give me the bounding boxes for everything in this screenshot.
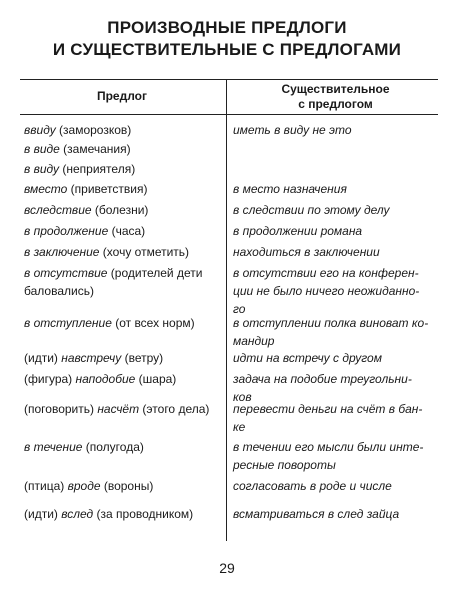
context-text: (замечания) xyxy=(59,142,131,156)
preposition-text: в виде xyxy=(24,142,60,156)
preposition-text: ке xyxy=(233,420,246,434)
row-15-preposition xyxy=(24,505,220,523)
row-9-noun-phrase xyxy=(233,314,438,332)
row-7-noun-phrase xyxy=(233,243,438,261)
context-text: (за проводником) xyxy=(93,507,194,521)
header-noun-line-1: Существительное xyxy=(281,82,390,96)
row-13-noun-phrase xyxy=(233,438,438,456)
context-text: (заморозков) xyxy=(55,123,132,137)
preposition-text: ресные повороты xyxy=(233,458,336,472)
row-8-noun-phrase-cont xyxy=(233,282,438,300)
row-3-preposition xyxy=(24,160,220,178)
row-1-preposition xyxy=(24,121,220,139)
preposition-text: в место назначения xyxy=(233,182,347,196)
row-11-preposition xyxy=(24,370,220,388)
context-text: (ветру) xyxy=(121,351,164,365)
row-6-noun-phrase xyxy=(233,222,438,240)
preposition-text: наподобие xyxy=(75,372,136,386)
context-text: (болезни) xyxy=(91,203,149,217)
preposition-text: всматриваться в след зайца xyxy=(233,507,400,521)
preposition-text: в заключение xyxy=(24,245,100,259)
preposition-text: в продолжение xyxy=(24,224,109,238)
context-text: (неприятеля) xyxy=(59,162,136,176)
context-text: (приветствия) xyxy=(67,182,148,196)
preposition-text: ввиду xyxy=(24,123,56,137)
context-text: (от всех норм) xyxy=(111,316,195,330)
preposition-text: в следствии по этому делу xyxy=(233,203,390,217)
preposition-text: мандир xyxy=(233,334,275,348)
preposition-text: в отступление xyxy=(24,316,112,330)
preposition-text: согласовать в роде и числе xyxy=(233,479,392,493)
row-4-preposition xyxy=(24,180,220,198)
row-8-preposition-cont xyxy=(24,282,220,300)
context-text: (полугода) xyxy=(82,440,144,454)
row-8-preposition xyxy=(24,264,220,282)
context-text: (вороны) xyxy=(100,479,154,493)
preposition-text: ков xyxy=(233,390,252,404)
row-1-noun-phrase xyxy=(233,121,438,139)
row-12-noun-phrase-cont xyxy=(233,418,438,436)
preposition-text: в течении его мысли были инте- xyxy=(233,440,424,454)
row-6-preposition xyxy=(24,222,220,240)
page-number: 29 xyxy=(219,560,235,576)
preposition-text: го xyxy=(233,302,246,316)
row-5-noun-phrase xyxy=(233,201,438,219)
preposition-text: в течение xyxy=(24,440,83,454)
context-text: (идти) xyxy=(24,351,62,365)
context-text: (идти) xyxy=(24,507,62,521)
context-text: баловались) xyxy=(24,284,94,298)
table-header-rule xyxy=(20,114,438,115)
preposition-text: в отсутствие xyxy=(24,266,108,280)
preposition-text: в виду xyxy=(24,162,60,176)
preposition-text: перевести деньги на счёт в бан- xyxy=(233,402,423,416)
preposition-text: вследствие xyxy=(24,203,92,217)
preposition-text: вслед xyxy=(61,507,94,521)
context-text: (шара) xyxy=(135,372,177,386)
page-title-line-1: ПРОИЗВОДНЫЕ ПРЕДЛОГИ xyxy=(107,18,347,37)
row-13-noun-phrase-cont xyxy=(233,456,438,474)
row-10-preposition xyxy=(24,349,220,367)
row-8-noun-phrase xyxy=(233,264,438,282)
context-text: (хочу отметить) xyxy=(99,245,190,259)
preposition-text: иметь в виду не это xyxy=(233,123,352,137)
context-text: (часа) xyxy=(108,224,146,238)
context-text: (родителей дети xyxy=(107,266,203,280)
preposition-text: ции не было ничего неожиданно- xyxy=(233,284,420,298)
preposition-text: навстречу xyxy=(61,351,122,365)
context-text: (этого дела) xyxy=(139,402,210,416)
row-12-noun-phrase xyxy=(233,400,438,418)
table-top-rule xyxy=(20,79,438,80)
row-13-preposition xyxy=(24,438,220,456)
header-preposition: Предлог xyxy=(96,89,148,103)
row-12-preposition xyxy=(24,400,220,418)
row-14-noun-phrase xyxy=(233,477,438,495)
preposition-text: насчёт xyxy=(97,402,140,416)
preposition-text: находиться в заключении xyxy=(233,245,380,259)
preposition-text: идти на встречу с другом xyxy=(233,351,382,365)
column-divider xyxy=(226,79,227,541)
row-7-preposition xyxy=(24,243,220,261)
header-noun-line-2: с предлогом xyxy=(298,97,373,111)
row-14-preposition xyxy=(24,477,220,495)
preposition-text: в продолжении романа xyxy=(233,224,363,238)
row-2-preposition xyxy=(24,140,220,158)
preposition-text: вроде xyxy=(67,479,101,493)
row-5-preposition xyxy=(24,201,220,219)
context-text: (поговорить) xyxy=(24,402,98,416)
row-10-noun-phrase xyxy=(233,349,438,367)
context-text: (птица) xyxy=(24,479,68,493)
page-title-line-2: И СУЩЕСТВИТЕЛЬНЫЕ С ПРЕДЛОГАМИ xyxy=(52,40,402,59)
preposition-text: в отступлении полка виноват ко- xyxy=(233,316,429,330)
row-4-noun-phrase xyxy=(233,180,438,198)
context-text: (фигура) xyxy=(24,372,76,386)
preposition-text: в отсутствии его на конферен- xyxy=(233,266,419,280)
preposition-text: задача на подобие треугольни- xyxy=(233,372,412,386)
row-15-noun-phrase xyxy=(233,505,438,523)
row-9-noun-phrase-cont xyxy=(233,332,438,350)
preposition-text: вместо xyxy=(24,182,68,196)
row-9-preposition xyxy=(24,314,220,332)
row-11-noun-phrase xyxy=(233,370,438,388)
